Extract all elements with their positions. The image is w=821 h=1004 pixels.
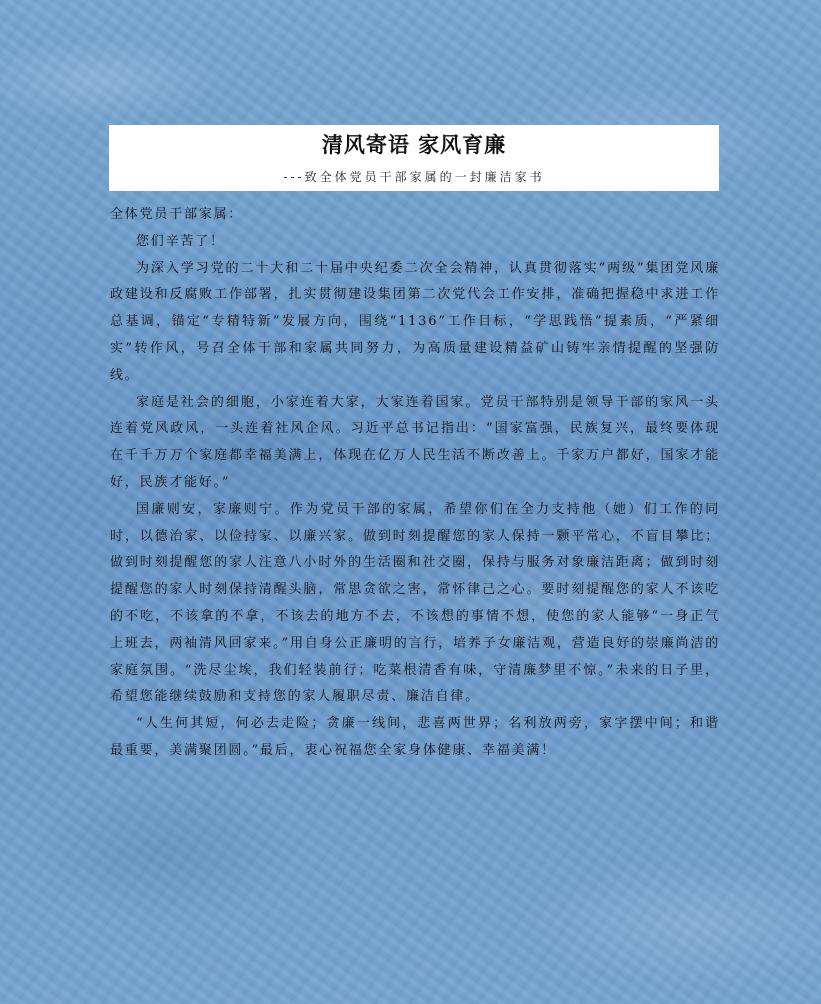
- page-title: 清风寄语 家风育廉: [321, 132, 507, 157]
- paragraph-greeting: 您们辛苦了！: [136, 233, 225, 249]
- paragraph-purpose: 为深入学习党的二十大和二十届中央纪委二次全会精神，认真贯彻落实“两级”集团党风廉政建设和反腐败工作部署，扎实贯彻建设集团第二次党代会工作安排，准确把握稳中求进工作总基调，锚定“专精特新”发展方向，围绕“1136”工作目标，“学思践悟”提素质，“严紧细实”转作风，号召全体干部和家属共同努力，为高质量建设精益矿山铸牢亲情提醒的坚强防线。: [110, 260, 720, 383]
- letter-body: [110, 202, 720, 765]
- paragraph-integrity: 国廉则安，家廉则宁。作为党员干部的家属，希望你们在全力支持他（她）们工作的同时，以德治家、以俭持家、以廉兴家。做到时刻提醒您的家人保持一颗平常心，不盲目攀比；做到时刻提醒您的家人注意八小时外的生活圈和社交圈，保持与服务对象廉洁距离；做到时刻提醒您的家人时刻保持清醒头脑，常思贪欲之害，常怀律己之心。要时刻提醒您的家人不该吃的不吃，不该拿的不拿，不该去的地方不去，不该想的事情不想，使您的家人能够“一身正气上班去，两袖清风回家来。”用自身公正廉明的言行，培养子女廉洁观，营造良好的崇廉尚洁的家庭氛围。“洗尽尘埃，我们轻装前行；吃菜根清香有味，守清廉梦里不惊。”未来的日子里，希望您能继续鼓励和支持您的家人履职尽责、廉洁自律。: [110, 501, 720, 705]
- salutation: 全体党员干部家属：: [110, 207, 244, 222]
- title-box: [109, 125, 719, 191]
- paragraph-family: 家庭是社会的细胞，小家连着大家，大家连着国家。党员干部特别是领导干部的家风一头连着党风政风，一头连着社风企风。习近平总书记指出：“国家富强，民族复兴，最终要体现在千千万万个家庭都幸福美满上，体现在亿万人民生活不断改善上。千家万户都好，国家才能好，民族才能好。”: [110, 394, 720, 490]
- paragraph-closing: “人生何其短，何必去走险；贪廉一线间，悲喜两世界；名利放两旁，家字摆中间；和谐最重要，美满聚团圆。”最后，衷心祝福您全家身体健康、幸福美满！: [110, 716, 720, 758]
- page-subtitle: ---致全体党员干部家属的一封廉洁家书: [283, 170, 545, 184]
